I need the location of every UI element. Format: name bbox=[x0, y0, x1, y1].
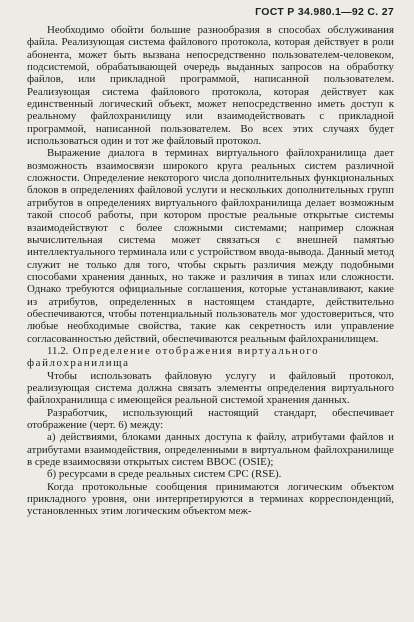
paragraph: Выражение диалога в терминах виртуального файлохранилища дает возможность взаимосвязи широкого круга реальных систем различной сложности. Определение некоторого числа дополнительных функциональных блоков в определениях файловой услуги и нескольких дополнительных групп атрибутов в определениях виртуального файлохранилища делает возможным такой способ работы, при котором простые реальные открытые системы взаимодействуют с более сложными системами; например сложная вычислительная система может связаться с внешней памятью интеллектуального терминала или с устройством ввода-вывода. Данный метод служит не только для того, чтобы скрыть различия между подобными способами хранения данных, но также и различия в типах или сложности. Однако требуются официальные соглашения, которые устанавливают, какие из атрибутов, определенных в настоящем стандарте, действительно обеспечиваются, чтобы потенциальный пользователь мог удостовериться, что любые необходимые свойства, такие как секретность или управление согласованностью действий, обеспечиваются реальным файлохранилищем. bbox=[27, 147, 394, 345]
paragraph: Необходимо обойти большие разнообразия в способах обслуживания файла. Реализующая система файлового протокола, которая действует в роли абонента, может быть вызвана непосредственно пользователем-человеком, подсистемой, обрабатывающей очередь выданных запросов на обработку файлов, или прикладной программой, написанной пользователем. Реализующая система файлового протокола, которая действует как единственный логический объект, может непосредственно иметь доступ к реальному файлохранилищу или взаимодействовать с прикладной программой, написанной пользователем. Во всех этих случаях будет использоваться один и тот же файловый протокол. bbox=[27, 24, 394, 148]
paragraph: Чтобы использовать файловую услугу и файловый протокол, реализующая система должна связать элементы определения виртуального файлохранилища с имеющейся реальной системой хранения данных. bbox=[27, 369, 394, 407]
list-item: б) ресурсами в среде реальных систем СРС (RSE). bbox=[47, 468, 282, 481]
paragraph: Когда протокольные сообщения принимаются логическим объектом прикладного уровня, они интерпретируются в терминах корреспонденций, установленных этим логическим объектом меж- bbox=[27, 480, 394, 518]
section-number: 11.2. bbox=[47, 344, 69, 357]
section-title: Определение отображения виртуального файлохранилища bbox=[27, 344, 320, 370]
list-item: а) действиями, блоками данных доступа к файлу, атрибутами файлов и атрибутами взаимодействия, определенными в виртуальном файлохранилище в среде взаимосвязи открытых систем ВВОС (OSIE); bbox=[27, 431, 394, 469]
paragraph: Разработчик, использующий настоящий стандарт, обеспечивает отображение (черт. 6) между: bbox=[27, 406, 394, 431]
section-heading bbox=[27, 345, 394, 370]
page-header: ГОСТ Р 34.980.1—92 С. 27 bbox=[255, 6, 394, 18]
